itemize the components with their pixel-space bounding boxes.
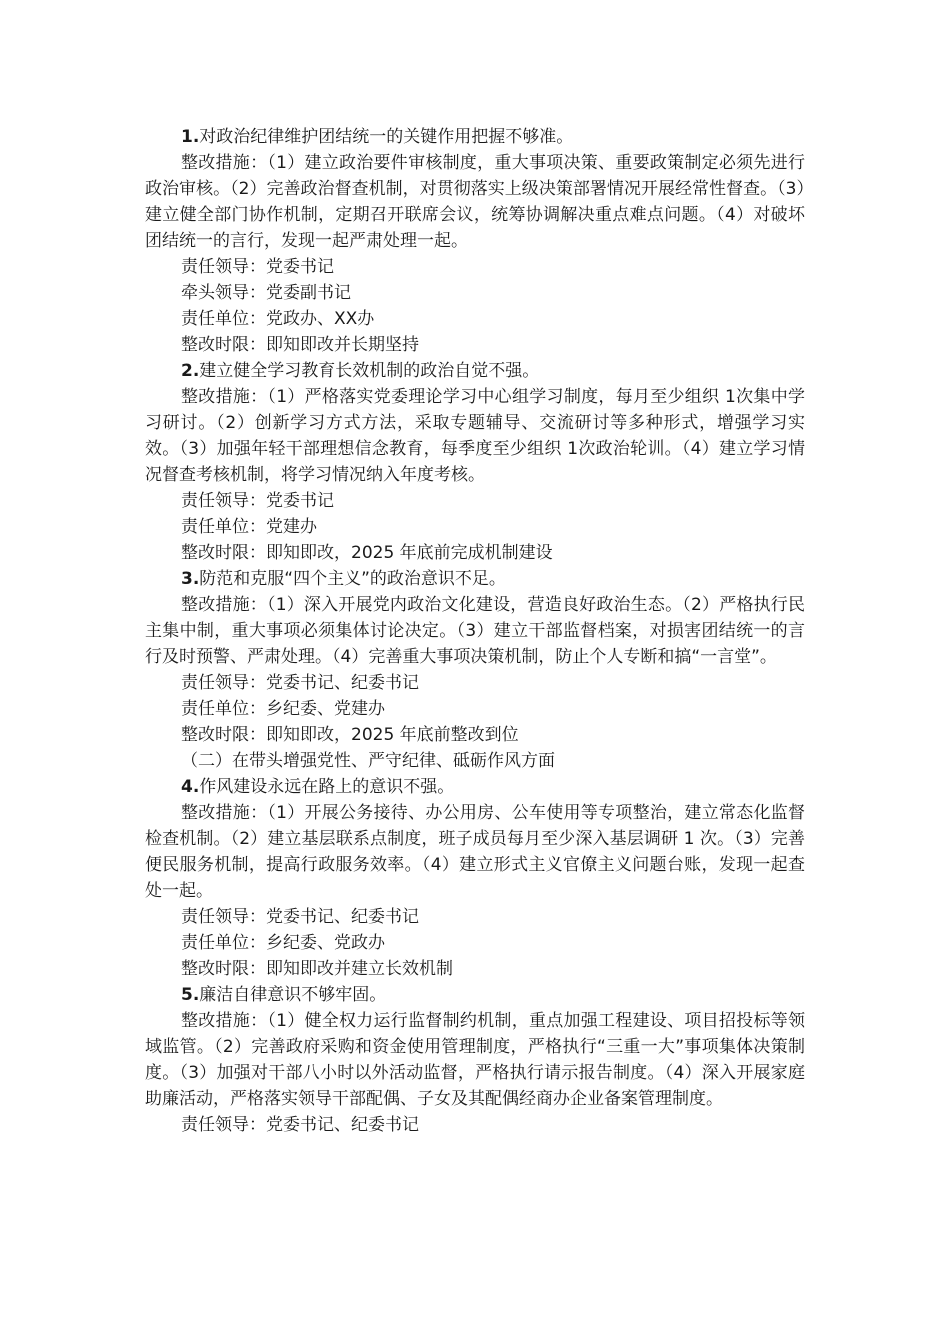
issue-number: 3.	[181, 569, 200, 589]
paragraph-responsible-unit: 责任单位：乡纪委、党政办	[181, 933, 385, 953]
issue-number: 1.	[181, 127, 200, 147]
issue-text: 建立健全学习教育长效机制的政治自觉不强。	[199, 361, 540, 381]
issue-text: 对政治纪律维护团结统一的关键作用把握不够准。	[199, 127, 574, 147]
paragraph-issue-3	[145, 566, 805, 592]
paragraph-issue-1	[145, 124, 805, 150]
paragraph-lead-leader: 牵头领导：党委副书记	[181, 283, 351, 303]
paragraph-measures: 整改措施：（1）深入开展党内政治文化建设，营造良好政治生态。（2）严格执行民主集中制，重大事项必须集体讨论决定。（3）建立干部监督档案，对损害团结统一的言行及时预警、严肃处理。（4）完善重大事项决策机制，防止个人专断和搞“一言堂”。	[145, 595, 805, 667]
paragraph-issue-2	[145, 358, 805, 384]
document-body	[145, 124, 805, 1138]
paragraph-responsible-unit: 责任单位：党政办、XX办	[181, 309, 375, 329]
paragraph-responsible-leader: 责任领导：党委书记、纪委书记	[181, 1115, 419, 1135]
issue-number: 4.	[181, 777, 200, 797]
issue-number: 2.	[181, 361, 200, 381]
paragraph-measures: 整改措施：（1）开展公务接待、办公用房、公车使用等专项整治，建立常态化监督检查机制。（2）建立基层联系点制度，班子成员每月至少深入基层调研 1 次。（3）完善便民服务机制，提高行政服务效率。（4）建立形式主义官僚主义问题台账，发现一起查处一起。	[145, 803, 805, 901]
paragraph-responsible-unit: 责任单位：乡纪委、党建办	[181, 699, 385, 719]
paragraph-deadline: 整改时限：即知即改并长期坚持	[181, 335, 419, 355]
paragraph-responsible-leader: 责任领导：党委书记	[181, 491, 334, 511]
issue-text: 廉洁自律意识不够牢固。	[199, 985, 387, 1005]
paragraph-deadline: 整改时限：即知即改并建立长效机制	[181, 959, 453, 979]
paragraph-responsible-leader: 责任领导：党委书记、纪委书记	[181, 907, 419, 927]
paragraph-measures: 整改措施：（1）严格落实党委理论学习中心组学习制度，每月至少组织 1次集中学习研讨。（2）创新学习方式方法，采取专题辅导、交流研讨等多种形式，增强学习实效。（3）加强年轻干部理想信念教育，每季度至少组织 1次政治轮训。（4）建立学习情况督查考核机制，将学习情况纳入年度考核。	[145, 387, 805, 485]
paragraph-issue-4	[145, 774, 805, 800]
paragraph-measures: 整改措施：（1）健全权力运行监督制约机制，重点加强工程建设、项目招投标等领域监管。（2）完善政府采购和资金使用管理制度，严格执行“三重一大”事项集体决策制度。（3）加强对干部八小时以外活动监督，严格执行请示报告制度。（4）深入开展家庭助廉活动，严格落实领导干部配偶、子女及其配偶经商办企业备案管理制度。	[145, 1011, 805, 1109]
paragraph-measures: 整改措施：（1）建立政治要件审核制度，重大事项决策、重要政策制定必须先进行政治审核。（2）完善政治督查机制，对贯彻落实上级决策部署情况开展经常性督查。（3）建立健全部门协作机制，定期召开联席会议，统筹协调解决重点难点问题。（4）对破坏团结统一的言行，发现一起严肃处理一起。	[145, 153, 805, 251]
issue-text: 防范和克服“四个主义”的政治意识不足。	[199, 569, 506, 589]
paragraph-responsible-leader: 责任领导：党委书记	[181, 257, 334, 277]
paragraph-deadline: 整改时限：即知即改，2025 年底前完成机制建设	[181, 543, 553, 563]
paragraph-issue-5	[145, 982, 805, 1008]
issue-text: 作风建设永远在路上的意识不强。	[199, 777, 455, 797]
paragraph-deadline: 整改时限：即知即改，2025 年底前整改到位	[181, 725, 519, 745]
paragraph-responsible-leader: 责任领导：党委书记、纪委书记	[181, 673, 419, 693]
section-heading: （二）在带头增强党性、严守纪律、砥砺作风方面	[181, 751, 555, 771]
paragraph-responsible-unit: 责任单位：党建办	[181, 517, 317, 537]
issue-number: 5.	[181, 985, 200, 1005]
